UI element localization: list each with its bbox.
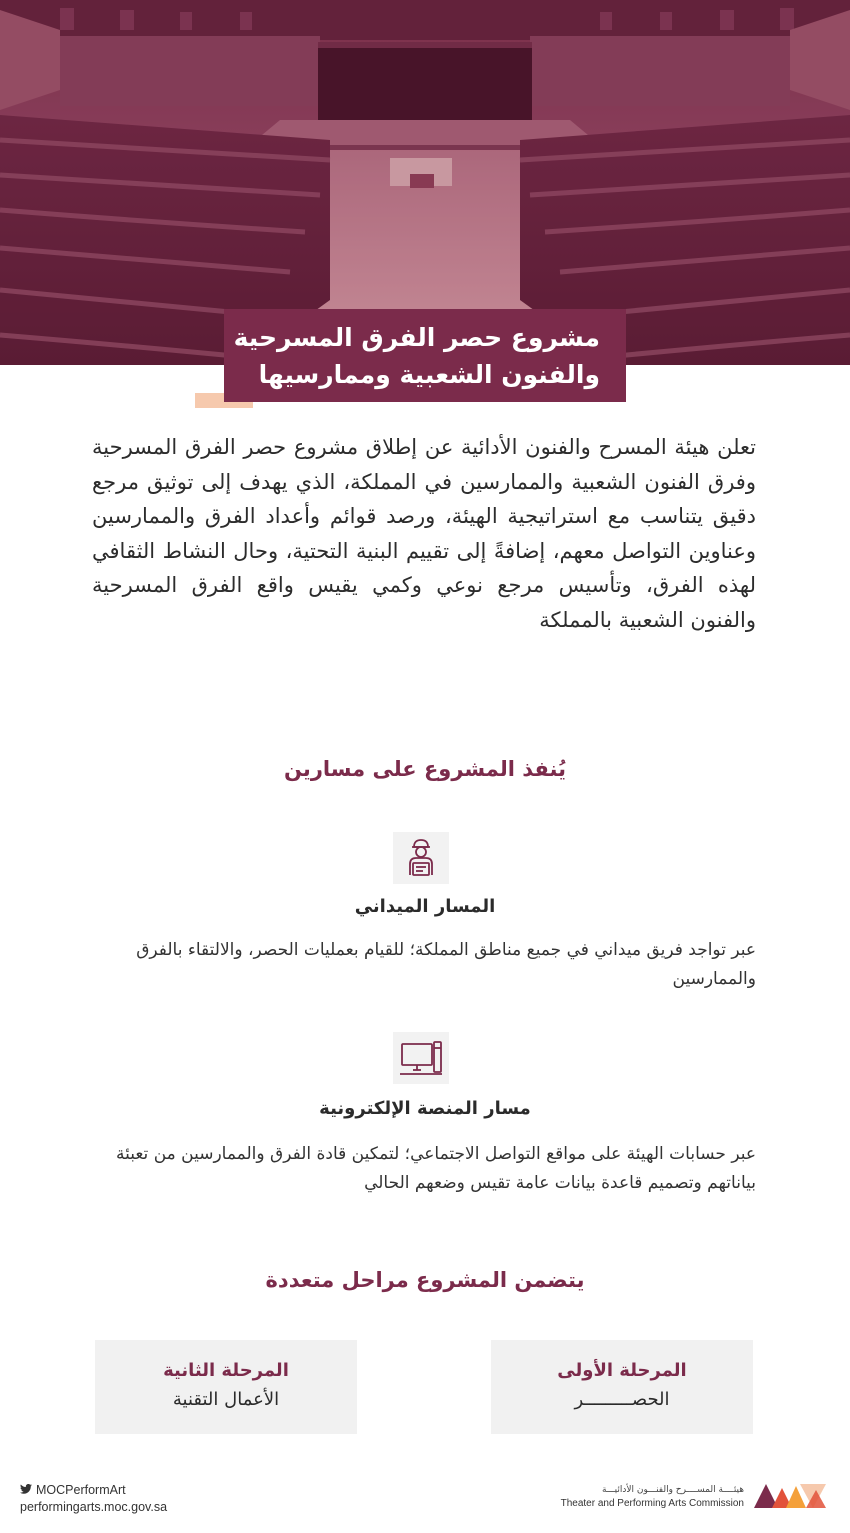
track-field-description: عبر تواجد فريق ميداني في جميع مناطق المملكة؛ للقيام بعمليات الحصر، والالتقاء بالفرق والممارسين (136, 940, 756, 989)
page-title-line-1: مشروع حصر الفرق المسرحية (233, 323, 600, 352)
org-name-arabic: هيئــــة المســــرح والفنـــون الأدائيـــة (601, 1484, 744, 1495)
page-title-line-2: والفنون الشعبية وممارسيها (258, 360, 600, 389)
intro-paragraph: تعلن هيئة المسرح والفنون الأدائية عن إطلاق مشروع حصر الفرق المسرحية وفرق الفنون الشعبية والممارسين في المملكة، الذي يهدف إلى توثيق مرجع دقيق يتناسب مع استراتيجية الهيئة، ورصد قوائم وأعداد الفرق والممارسين وعناوين التواصل معهم، إضافةً إلى تقييم البنية التحتية، وحال النشاط الثقافي لهذه الفرق، وتأسيس مرجع نوعي وكمي يقيس واقع الفرق المسرحية والفنون الشعبية بالمملكة (92, 435, 756, 632)
track-digital-title: مسار المنصة الإلكترونية (319, 1098, 531, 1119)
phase-card-second (95, 1340, 357, 1434)
org-name-english: Theater and Performing Arts Commission (560, 1497, 744, 1509)
phases-heading: يتضمن المشروع مراحل متعددة (265, 1268, 585, 1292)
track-field-title: المسار الميداني (354, 896, 496, 917)
computer-icon (393, 1032, 449, 1084)
website-link[interactable]: performingarts.moc.gov.sa (20, 1500, 168, 1514)
footer-contact (20, 1482, 167, 1516)
phase-card-first (491, 1340, 753, 1434)
twitter-handle: MOCPerformArt (36, 1483, 126, 1497)
phase-second-subtitle: الأعمال التقنية (172, 1389, 280, 1410)
track-digital-description: عبر حسابات الهيئة على مواقع التواصل الاجتماعي؛ لتمكين قادة الفرق والممارسين من تعبئة بياناتهم وتصميم قاعدة بيانات عامة تقيس وضعهم الحالي (115, 1144, 756, 1193)
phase-first-subtitle: الحصـــــــــر (574, 1389, 670, 1410)
page-title-banner (224, 309, 626, 402)
phase-first-name: المرحلة الأولى (557, 1360, 687, 1381)
org-name (561, 1484, 744, 1511)
phase-second-name: المرحلة الثانية (163, 1360, 289, 1381)
org-logo-icon (752, 1480, 828, 1514)
field-worker-icon (393, 832, 449, 884)
org-branding (561, 1480, 828, 1514)
tracks-heading: يُنفذ المشروع على مسارين (284, 757, 566, 781)
twitter-icon (20, 1482, 32, 1499)
twitter-row[interactable] (20, 1482, 167, 1499)
